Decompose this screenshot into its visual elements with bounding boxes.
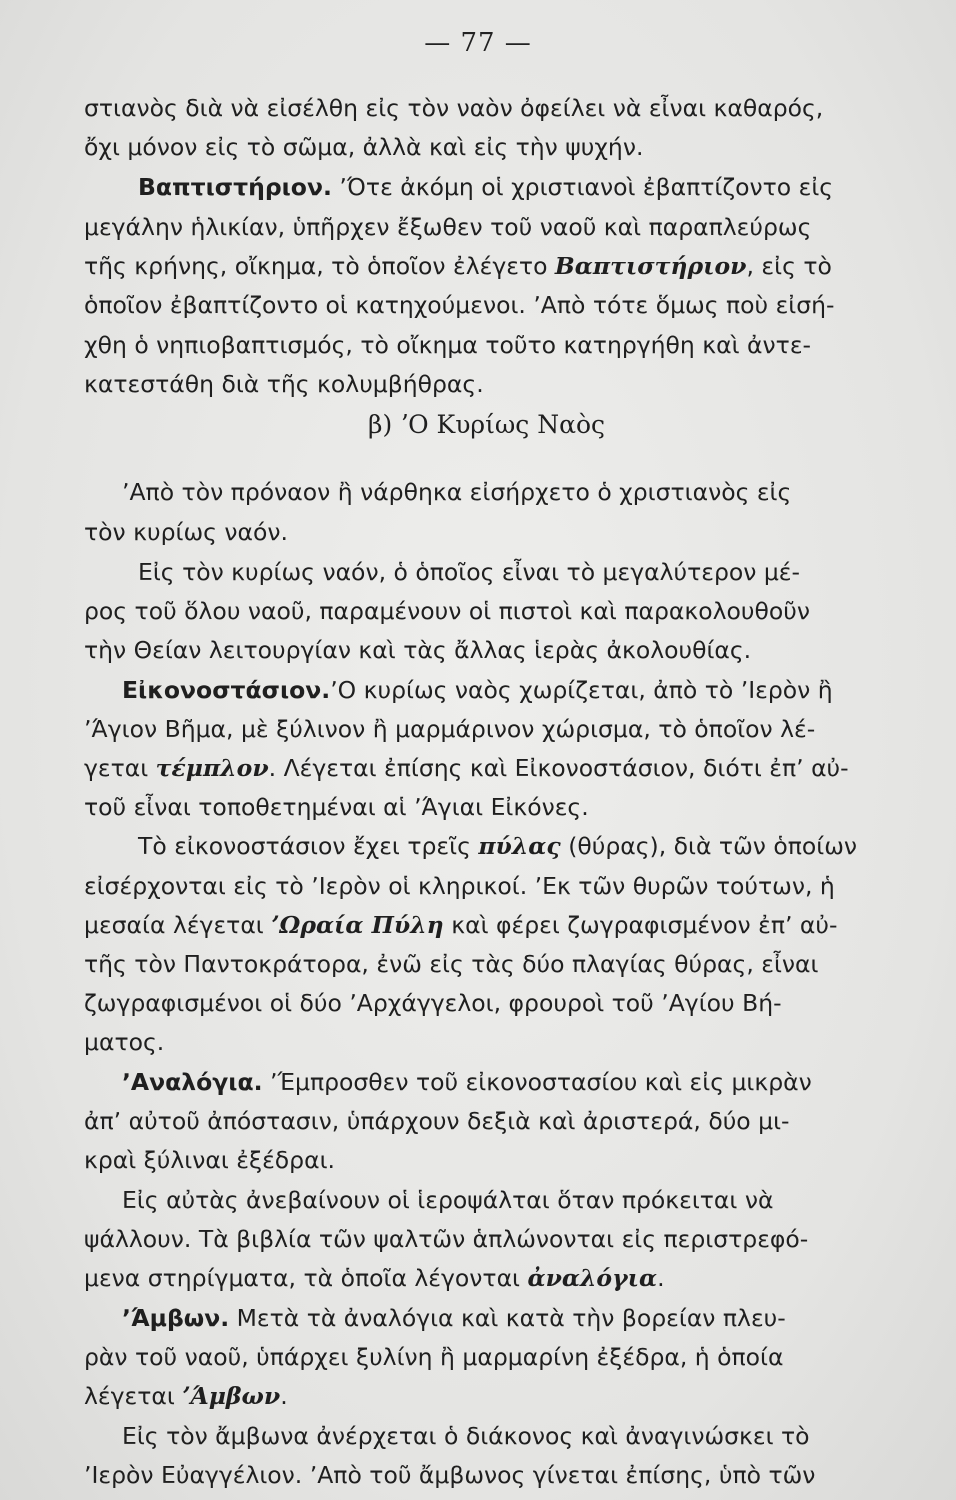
- text-line-32: [84, 1380, 288, 1412]
- text-line-21: τῆς τὸν Παντοκράτορα, ἐνῶ εἰς τὰς δύο πλαγίας θύρας, εἶναι: [84, 950, 819, 978]
- line-fragment: καὶ φέρει ζωγραφισμένον ἐπʼ αὐ-: [443, 911, 838, 939]
- italic-term-oraia-pyli: ʼΩραία Πύλη: [271, 911, 444, 939]
- text-line-33: Εἰς τὸν ἄμβωνα ἀνέρχεται ὁ διάκονος καὶ ἀναγινώσκει τὸ: [122, 1422, 810, 1450]
- text-line-7: χθη ὁ νηπιοβαπτισμός, τὸ οἴκημα τοῦτο κατηργήθη καὶ ἀντε-: [84, 331, 812, 359]
- italic-term-pylas: πύλας: [478, 832, 561, 860]
- term-eikonostasion: Εἰκονοστάσιον.: [122, 676, 331, 704]
- line-fragment: .: [280, 1382, 288, 1410]
- line-fragment: μεσαία λέγεται: [84, 911, 272, 939]
- line-fragment: λέγεται: [84, 1382, 183, 1410]
- text-line-31: ρὰν τοῦ ναοῦ, ὑπάρχει ξυλίνη ἢ μαρμαρίνη ἐξέδρα, ἡ ὁποία: [84, 1343, 784, 1371]
- text-line-10: τὸν κυρίως ναόν.: [84, 518, 288, 546]
- term-baptisterion: Βαπτιστήριον.: [138, 173, 332, 201]
- text-line-16: [84, 752, 849, 784]
- line-fragment: τῆς κρήνης, οἴκημα, τὸ ὁποῖον ἐλέγετο: [84, 252, 555, 280]
- text-line-30: [122, 1302, 786, 1334]
- text-line-26: κραὶ ξύλιναι ἐξέδραι.: [84, 1146, 335, 1174]
- text-line-12: ρος τοῦ ὅλου ναοῦ, παραμένουν οἱ πιστοὶ καὶ παρακολουθοῦν: [84, 597, 810, 625]
- line-fragment: μενα στηρίγματα, τὰ ὁποῖα λέγονται: [84, 1264, 528, 1292]
- line-fragment: Μετὰ τὰ ἀναλόγια καὶ κατὰ τὴν βορείαν πλευ-: [229, 1304, 786, 1332]
- italic-term-templon: τέμπλον: [155, 754, 269, 782]
- italic-term-baptisterion: Βαπτιστήριον: [554, 252, 747, 280]
- text-line-18: [138, 830, 857, 862]
- section-heading: β) ʼΟ Κυρίως Ναὸς: [368, 410, 606, 439]
- text-line-13: τὴν Θείαν λειτουργίαν καὶ τὰς ἄλλας ἱερὰς ἀκολουθίας.: [84, 636, 752, 664]
- text-line-5: [84, 250, 832, 282]
- text-line-11: Εἰς τὸν κυρίως ναόν, ὁ ὁποῖος εἶναι τὸ μεγαλύτερον μέ-: [138, 558, 800, 586]
- term-analogia: ʼΑναλόγια.: [122, 1068, 263, 1096]
- text-line-22: ζωγραφισμένοι οἱ δύο ʼΑρχάγγελοι, φρουροὶ τοῦ ʼΑγίου Βή-: [84, 989, 782, 1017]
- line-fragment: (θύρας), διὰ τῶν ὁποίων: [560, 832, 858, 860]
- text-line-19: εἰσέρχονται εἰς τὸ ʼΙερὸν οἱ κληρικοί. ʼΕκ τῶν θυρῶν τούτων, ἡ: [84, 872, 835, 900]
- line-fragment: γεται: [84, 754, 156, 782]
- text-line-27: Εἰς αὐτὰς ἀνεβαίνουν οἱ ἱεροψάλται ὅταν πρόκειται νὰ: [122, 1186, 774, 1214]
- text-line-9: ʼΑπὸ τὸν πρόναον ἢ νάρθηκα εἰσήρχετο ὁ χριστιανὸς εἰς: [122, 478, 792, 506]
- italic-term-analogia: ἀναλόγια: [527, 1264, 658, 1292]
- line-fragment: ʼΈμπροσθεν τοῦ εἰκονοστασίου καὶ εἰς μικρὰν: [262, 1068, 812, 1096]
- text-line-25: ἀπʼ αὐτοῦ ἀπόστασιν, ὑπάρχουν δεξιὰ καὶ ἀριστερά, δύο μι-: [84, 1107, 790, 1135]
- line-fragment: . Λέγεται ἐπίσης καὶ Εἰκονοστάσιον, διότι ἐπʼ αὐ-: [268, 754, 849, 782]
- text-line-3: [138, 171, 833, 203]
- text-line-17: τοῦ εἶναι τοποθετημέναι αἱ ʼΆγιαι Εἰκόνες.: [84, 793, 589, 821]
- text-line-23: ματος.: [84, 1028, 165, 1056]
- line-fragment: ʼΟ κυρίως ναὸς χωρίζεται, ἀπὸ τὸ ʼΙερὸν ἢ: [330, 676, 833, 704]
- text-line-8: κατεστάθη διὰ τῆς κολυμβήθρας.: [84, 370, 484, 398]
- line-fragment: Τὸ εἰκονοστάσιον ἔχει τρεῖς: [138, 832, 479, 860]
- line-fragment: .: [657, 1264, 665, 1292]
- text-line-2: ὄχι μόνον εἰς τὸ σῶμα, ἀλλὰ καὶ εἰς τὴν ψυχήν.: [84, 133, 644, 161]
- text-line-24: [122, 1066, 812, 1098]
- text-line-34: ʼΙερὸν Εὐαγγέλιον. ʼΑπὸ τοῦ ἄμβωνος γίνεται ἐπίσης, ὑπὸ τῶν: [84, 1461, 816, 1489]
- text-line-14: [122, 674, 833, 706]
- text-line-6: ὁποῖον ἐβαπτίζοντο οἱ κατηχούμενοι. ʼΑπὸ τότε ὅμως ποὺ εἰσή-: [84, 291, 835, 319]
- text-line-1: στιανὸς διὰ νὰ εἰσέλθη εἰς τὸν ναὸν ὀφείλει νὰ εἶναι καθαρός,: [84, 94, 824, 122]
- text-line-4: μεγάλην ἡλικίαν, ὑπῆρχεν ἔξωθεν τοῦ ναοῦ καὶ παραπλεύρως: [84, 213, 812, 241]
- line-fragment: ʼΌτε ἀκόμη οἱ χριστιανοὶ ἐβαπτίζοντο εἰς: [331, 173, 834, 201]
- text-line-28: ψάλλουν. Τὰ βιβλία τῶν ψαλτῶν ἁπλώνονται εἰς περιστρεφό-: [84, 1225, 809, 1253]
- page-number: — 77 —: [424, 28, 532, 58]
- text-line-20: [84, 909, 837, 941]
- term-amvon: ʼΆμβων.: [122, 1304, 230, 1332]
- text-line-15: ʼΆγιον Βῆμα, μὲ ξύλινον ἢ μαρμάρινον χώρισμα, τὸ ὁποῖον λέ-: [84, 715, 816, 743]
- line-fragment: , εἰς τὸ: [746, 252, 832, 280]
- italic-term-amvon: ʼΆμβων: [182, 1382, 281, 1410]
- text-line-29: [84, 1262, 665, 1294]
